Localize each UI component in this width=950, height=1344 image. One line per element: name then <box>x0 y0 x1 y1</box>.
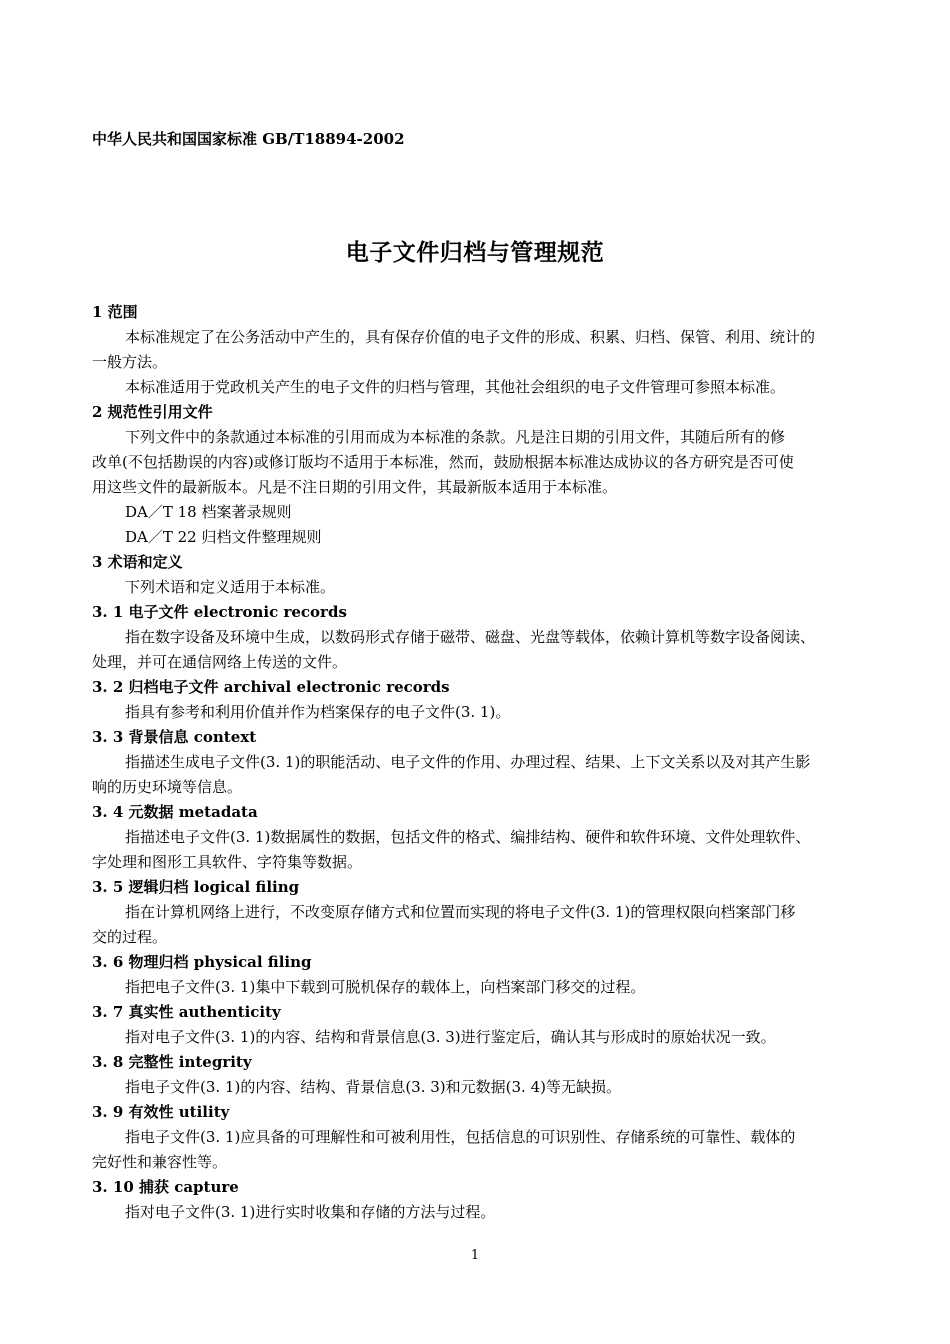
section-heading: 3. 7 真实性 authenticity <box>92 1003 281 1021</box>
reference-item: DA／T 18 档案著录规则 <box>125 503 292 521</box>
paragraph-line: 完好性和兼容性等。 <box>92 1153 228 1171</box>
paragraph-line: 指电子文件(3. 1)的内容、结构、背景信息(3. 3)和元数据(3. 4)等无缺损。 <box>125 1078 621 1096</box>
section-heading: 3. 5 逻辑归档 logical filing <box>92 878 300 896</box>
section-heading: 3. 8 完整性 integrity <box>92 1053 252 1071</box>
paragraph-line: 指对电子文件(3. 1)的内容、结构和背景信息(3. 3)进行鉴定后，确认其与形成时的原始状况一致。 <box>125 1028 776 1046</box>
paragraph-line: 指在数字设备及环境中生成，以数码形式存储于磁带、磁盘、光盘等载体，依赖计算机等数字设备阅读、 <box>125 628 816 646</box>
section-heading: 3. 4 元数据 metadata <box>92 803 258 821</box>
paragraph-line: 本标准适用于党政机关产生的电子文件的归档与管理，其他社会组织的电子文件管理可参照本标准。 <box>125 378 786 396</box>
page-number: 1 <box>470 1248 480 1263</box>
section-heading: 3. 2 归档电子文件 archival electronic records <box>92 678 450 696</box>
paragraph-line: 指描述生成电子文件(3. 1)的职能活动、电子文件的作用、办理过程、结果、上下文关系以及对其产生影 <box>125 753 811 771</box>
section-heading: 1 范围 <box>92 303 138 321</box>
paragraph-line: 响的历史环境等信息。 <box>92 778 243 796</box>
paragraph-line: 字处理和图形工具软件、字符集等数据。 <box>92 853 363 871</box>
section-heading: 3. 10 捕获 capture <box>92 1178 239 1196</box>
section-heading: 3. 3 背景信息 context <box>92 728 257 746</box>
paragraph-line: 交的过程。 <box>92 928 168 946</box>
paragraph-line: 改单(不包括勘误的内容)或修订版均不适用于本标准，然而，鼓励根据本标准达成协议的各方研究是否可使 <box>92 453 794 471</box>
paragraph-line: 指把电子文件(3. 1)集中下载到可脱机保存的载体上，向档案部门移交的过程。 <box>125 978 646 996</box>
paragraph-line: 指具有参考和利用价值并作为档案保存的电子文件(3. 1)。 <box>125 703 511 721</box>
document-title: 电子文件归档与管理规范 <box>345 239 605 266</box>
section-heading: 3. 9 有效性 utility <box>92 1103 230 1121</box>
section-heading: 2 规范性引用文件 <box>92 403 213 421</box>
paragraph-line: 下列术语和定义适用于本标准。 <box>125 578 336 596</box>
paragraph-line: 指电子文件(3. 1)应具备的可理解性和可被利用性，包括信息的可识别性、存储系统的可靠性、载体的 <box>125 1128 796 1146</box>
paragraph-line: 一般方法。 <box>92 353 168 371</box>
paragraph-line: 指对电子文件(3. 1)进行实时收集和存储的方法与过程。 <box>125 1203 496 1221</box>
paragraph-line: 指在计算机网络上进行，不改变原存储方式和位置而实现的将电子文件(3. 1)的管理权限向档案部门移 <box>125 903 796 921</box>
paragraph-line: 下列文件中的条款通过本标准的引用而成为本标准的条款。凡是注日期的引用文件，其随后所有的修 <box>125 428 786 446</box>
paragraph-line: 处理，并可在通信网络上传送的文件。 <box>92 653 348 671</box>
paragraph-line: 本标准规定了在公务活动中产生的，具有保存价值的电子文件的形成、积累、归档、保管、利用、统计的 <box>125 328 816 346</box>
section-heading: 3 术语和定义 <box>92 553 183 571</box>
section-heading: 3. 6 物理归档 physical filing <box>92 953 312 971</box>
paragraph-line: 用这些文件的最新版本。凡是不注日期的引用文件，其最新版本适用于本标准。 <box>92 478 618 496</box>
document-body <box>92 300 870 1225</box>
paragraph-line: 指描述电子文件(3. 1)数据属性的数据，包括文件的格式、编排结构、硬件和软件环境、文件处理软件、 <box>125 828 811 846</box>
reference-item: DA／T 22 归档文件整理规则 <box>125 528 322 546</box>
section-heading: 3. 1 电子文件 electronic records <box>92 603 347 621</box>
standard-header: 中华人民共和国国家标准 GB/T18894-2002 <box>92 130 405 148</box>
